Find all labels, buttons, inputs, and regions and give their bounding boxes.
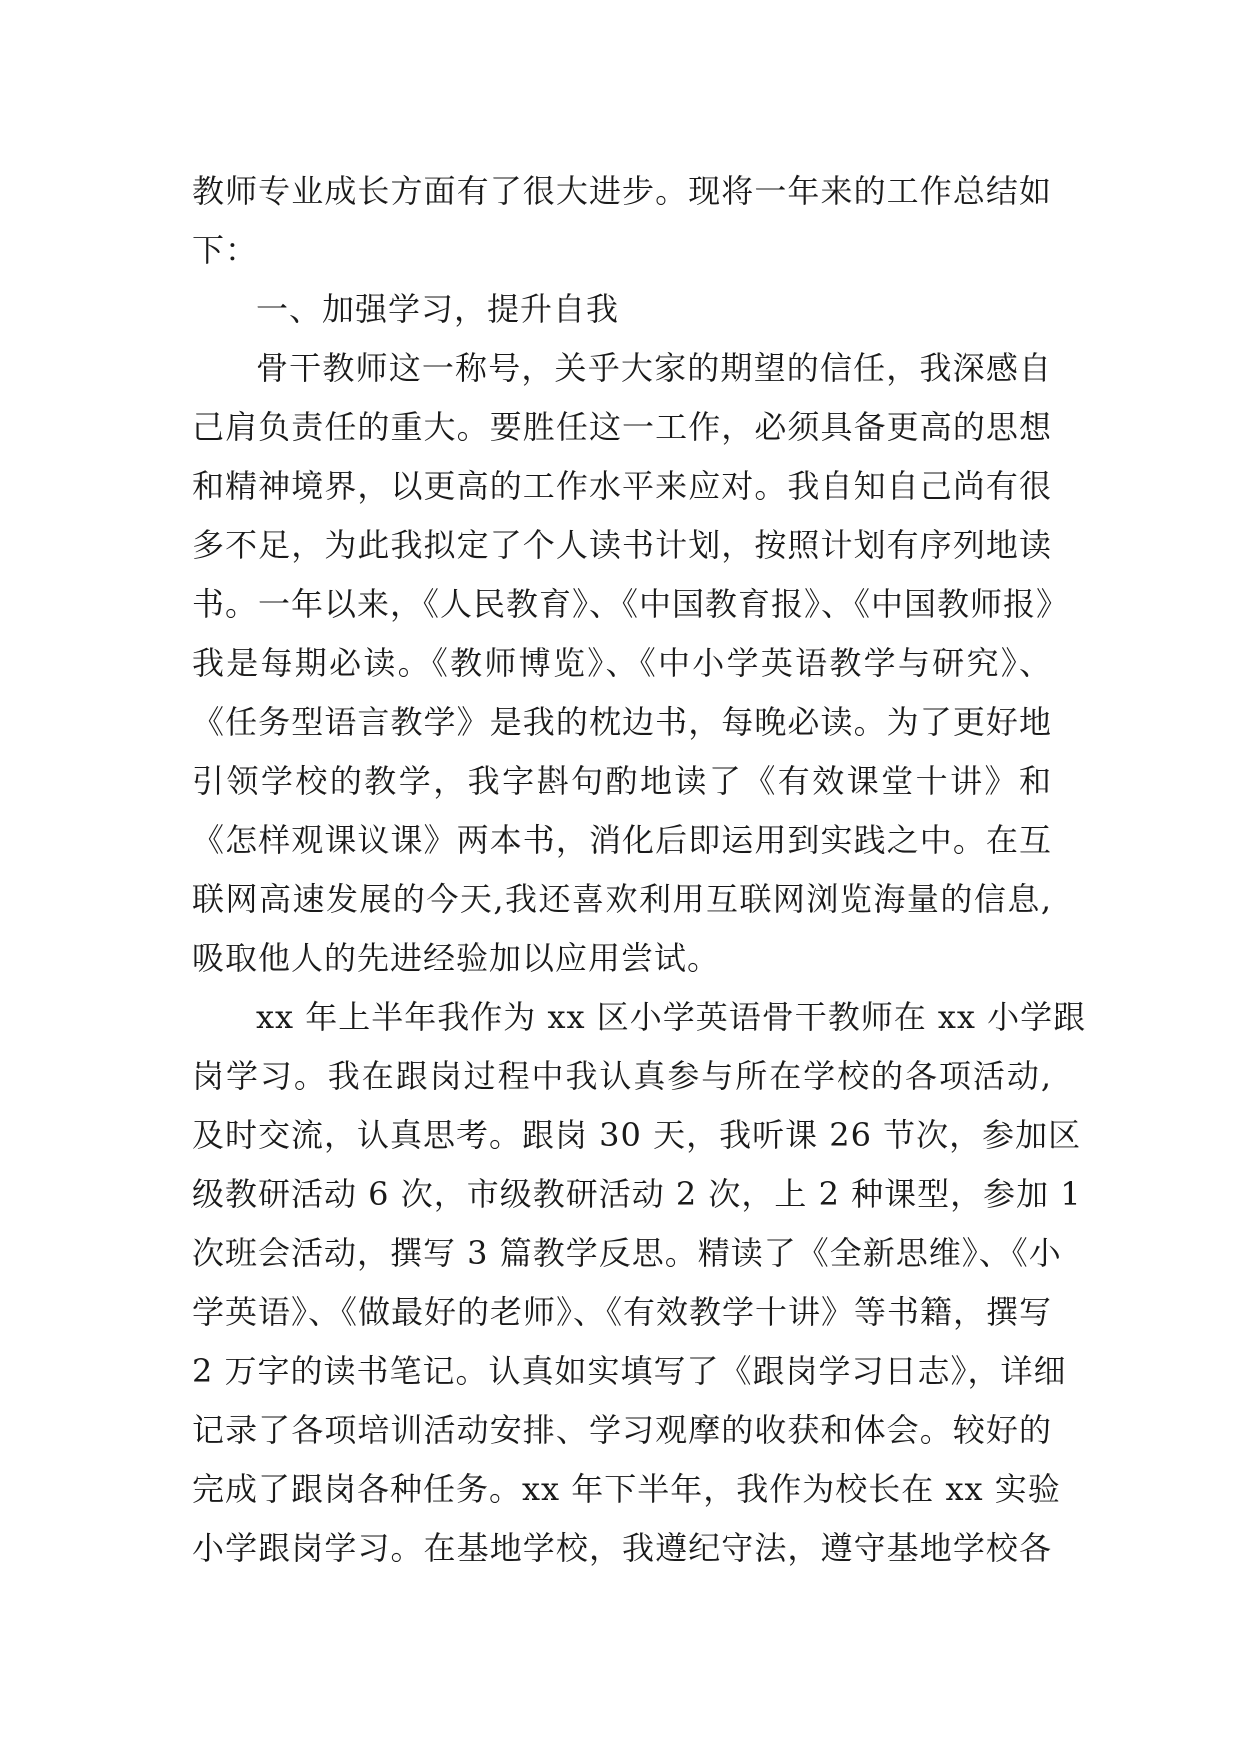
text-line: 和精神境界，以更高的工作水平来应对。我自知自己尚有很 [192, 467, 1052, 505]
text-line: 级教研活动 6 次，市级教研活动 2 次，上 2 种课型，参加 1 [192, 1175, 1082, 1213]
text-line: 书。一年以来，《人民教育》、《中国教育报》、《中国教师报》 [192, 585, 1070, 623]
text-line: 联网高速发展的今天,我还喜欢利用互联网浏览海量的信息, [192, 880, 1052, 918]
text-line: 引领学校的教学，我字斟句酌地读了《有效课堂十讲》和 [192, 762, 1052, 800]
text-line: 学英语》、《做最好的老师》、《有效教学十讲》等书籍，撰写 [192, 1293, 1053, 1331]
text-line: 小学跟岗学习。在基地学校，我遵纪守法，遵守基地学校各 [192, 1529, 1052, 1567]
text-line: 下： [192, 231, 259, 269]
text-line: 岗学习。我在跟岗过程中我认真参与所在学校的各项活动, [192, 1057, 1052, 1095]
text-line: 完成了跟岗各种任务。xx 年下半年，我作为校长在 xx 实验 [192, 1470, 1061, 1508]
text-line: 《怎样观课议课》两本书，消化后即运用到实践之中。在互 [192, 821, 1052, 859]
text-line: 骨干教师这一称号，关乎大家的期望的信任，我深感自 [256, 349, 1052, 387]
text-line: 《任务型语言教学》是我的枕边书，每晚必读。为了更好地 [192, 703, 1052, 741]
text-line: 多不足，为此我拟定了个人读书计划，按照计划有序列地读 [192, 526, 1052, 564]
text-line: 己肩负责任的重大。要胜任这一工作，必须具备更高的思想 [192, 408, 1052, 446]
text-line: 教师专业成长方面有了很大进步。现将一年来的工作总结如 [192, 172, 1052, 210]
section-heading: 一、加强学习，提升自我 [256, 290, 620, 328]
text-line: 次班会活动，撰写 3 篇教学反思。精读了《全新思维》、《小 [192, 1234, 1062, 1272]
text-line: 及时交流，认真思考。跟岗 30 天，我听课 26 节次，参加区 [192, 1116, 1082, 1154]
text-line: 记录了各项培训活动安排、学习观摩的收获和体会。较好的 [192, 1411, 1052, 1449]
text-line: 吸取他人的先进经验加以应用尝试。 [192, 939, 721, 977]
document-body [192, 162, 1087, 1578]
text-line: xx 年上半年我作为 xx 区小学英语骨干教师在 xx 小学跟 [256, 998, 1087, 1036]
text-line: 2 万字的读书笔记。认真如实填写了《跟岗学习日志》，详细 [192, 1352, 1067, 1390]
text-line: 我是每期必读。《教师博览》、《中小学英语教学与研究》、 [192, 644, 1052, 682]
